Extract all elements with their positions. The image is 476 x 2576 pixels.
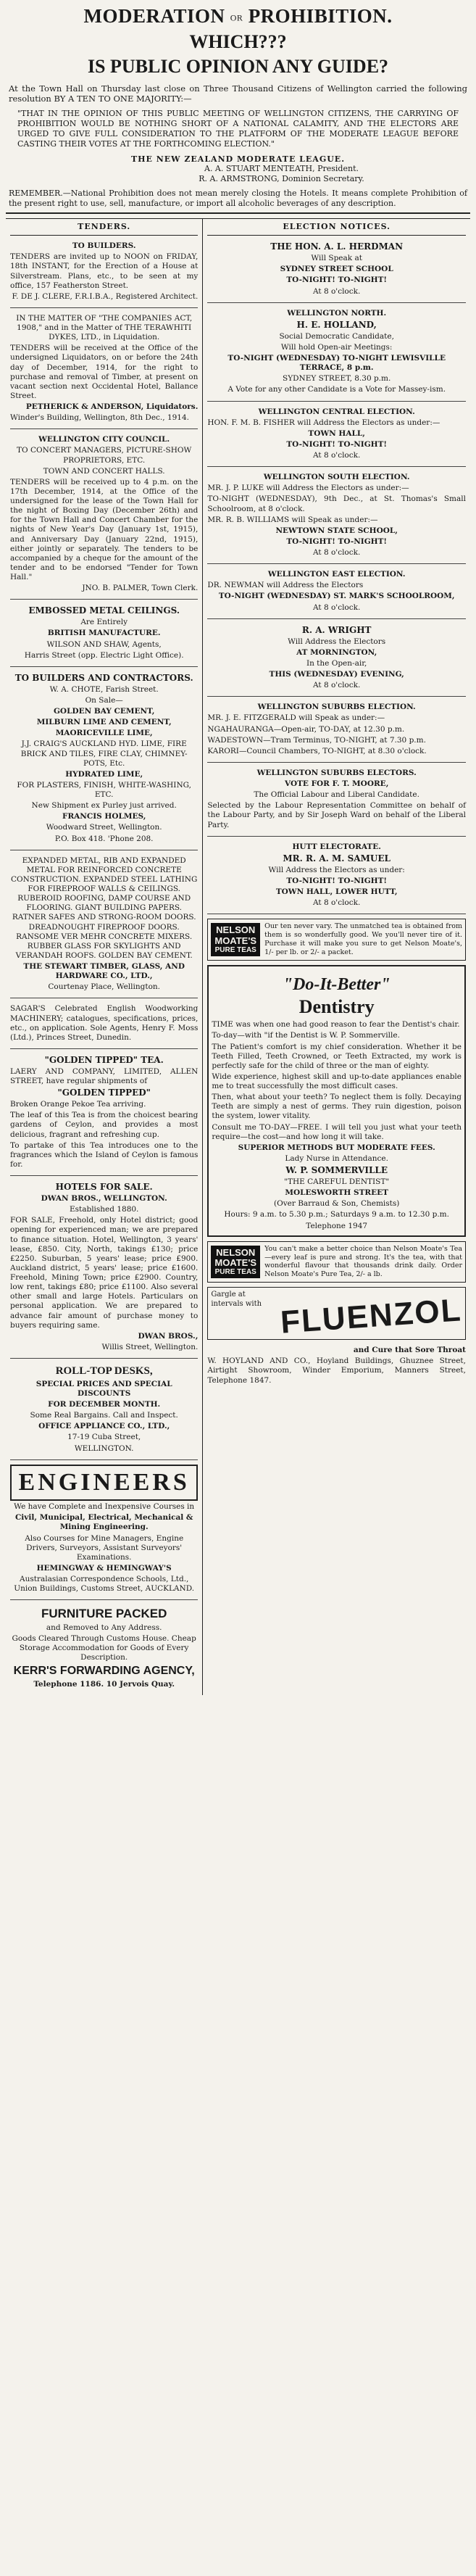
nelson-logo-word2: MOATE'S	[214, 935, 257, 946]
wright-line4: THIS (WEDNESDAY) EVENING,	[269, 670, 404, 679]
we-line2: At 8 o'clock.	[313, 602, 361, 612]
gt-line1: LAERY AND COMPANY, LIMITED, ALLEN STREET, have regular shipments of	[10, 1067, 199, 1086]
wellington-south-notice	[207, 467, 466, 564]
gt-heading: "GOLDEN TIPPED" TEA.	[44, 1054, 164, 1065]
herdman-notice	[207, 236, 466, 303]
city-council-sub: TO CONCERT MANAGERS, PICTURE-SHOW PROPRIETORS, ETC.	[17, 446, 192, 465]
gt-line5: To partake of this Tea introduces one to the fragrances which the Island of Ceylon is famous for.	[10, 1140, 199, 1169]
fluenzol-line3: W. HOYLAND AND CO., Hoyland Buildings, Ghuznee Street, Airtight Showroom, Winder Emporium, Manners Street, Telephone 1847.	[207, 1357, 466, 1385]
roll-line1: SPECIAL PRICES AND SPECIAL DISCOUNTS	[36, 1379, 172, 1398]
nelson-logo-word3: PURE TEAS	[214, 945, 256, 954]
tender-terawhiti-dykes	[10, 308, 198, 429]
fluenzol-left	[211, 1291, 276, 1336]
wn-line3: TO-NIGHT (WEDNESDAY) TO-NIGHT LEWISVILLE TERRACE, 8 p.m.	[227, 354, 446, 373]
expanded-metal-sig2: Courtenay Place, Wellington.	[48, 982, 161, 992]
herdman-line3: TO-NIGHT! TO-NIGHT!	[286, 276, 388, 285]
ws-heading: WELLINGTON SOUTH ELECTION.	[263, 473, 410, 482]
gt-line4: The leaf of this Tea is from the choicest bearing gardens of Ceylon, and provides a most delicious, fragrant and refreshing cup.	[10, 1111, 199, 1139]
wright-line5: At 8 o'clock.	[313, 681, 361, 690]
bc-line2: On Sale—	[85, 695, 123, 705]
bc-line4: MILBURN LIME AND CEMENT,	[36, 718, 172, 727]
terawhiti-text: TENDERS will be received at the Office of the undersigned Liquidators, on or before the 24th day of December, 1914, for the right to purchase and removal of Timber, at present on vacant section next Occidental Hotel, Ballance Street.	[10, 344, 199, 400]
bc-line12: P.O. Box 418. 'Phone 208.	[54, 834, 154, 843]
engineers-heading: ENGINEERS	[10, 1465, 198, 1502]
fluenzol-line2: and Cure that Sore Throat	[353, 1346, 466, 1355]
embossed-line3: WILSON AND SHAW, Agents,	[46, 639, 162, 649]
wsub-line2: WADESTOWN—Tram Terminus, TO-NIGHT, at 7.30 p.m.	[207, 735, 426, 745]
right-column	[203, 219, 470, 1695]
terawhiti-matter: IN THE MATTER OF "THE COMPANIES ACT, 1908," and in the Matter of THE TERAWHITI DYKES, LTD., in Liquidation.	[16, 313, 193, 342]
bc-line1: W. A. CHOTE, Farish Street.	[49, 684, 159, 694]
election-notices-heading: ELECTION NOTICES.	[207, 219, 466, 236]
city-council-sub2: TOWN AND CONCERT HALLS.	[43, 466, 165, 476]
sagar-machinery-ad	[10, 998, 198, 1049]
moore-line2: The Official Labour and Liberal Candidate.	[254, 790, 419, 800]
nelson-moate-logo-1	[211, 923, 260, 956]
eng-line1: We have Complete and Inexpensive Courses in	[14, 1502, 195, 1512]
expanded-metal-ad	[10, 850, 198, 999]
ws-name: MR. J. P. LUKE will Address the Electors as under:—	[207, 484, 409, 493]
hutt-line2: TO-NIGHT! TO-NIGHT!	[286, 876, 388, 885]
wc-name: HON. F. M. B. FISHER will Address the Electors as under:—	[207, 418, 440, 427]
wellington-north-notice	[207, 303, 466, 402]
herdman-line2: SYDNEY STREET SCHOOL	[280, 265, 393, 274]
furniture-line1: and Removed to Any Address.	[46, 1623, 162, 1632]
sagar-text: SAGAR'S Celebrated English Woodworking MACHINERY; catalogues, specifications, prices, etc., on application. Sole Agents, Henry F. Moss (Ltd.), Princes Street, Dunedin.	[10, 1004, 199, 1042]
hotels-sig2: Willis Street, Wellington.	[101, 1342, 199, 1351]
wn-heading: WELLINGTON NORTH.	[287, 308, 387, 318]
herdman-line4: At 8 o'clock.	[313, 286, 361, 296]
embossed-heading: EMBOSSED METAL CEILINGS.	[28, 605, 180, 616]
terawhiti-signature: PETHERICK & ANDERSON, Liquidators.	[25, 402, 199, 412]
headline-public-opinion: IS PUBLIC OPINION ANY GUIDE?	[87, 56, 389, 78]
embossed-line2: BRITISH MANUFACTURE.	[47, 629, 161, 638]
dentistry-line8: Lady Nurse in Attendance.	[285, 1154, 388, 1163]
we-name: DR. NEWMAN will Address the Electors	[207, 581, 364, 590]
hotels-established: Established 1880.	[69, 1205, 139, 1214]
nelson-moate-ad-1	[207, 919, 466, 961]
moore-notice	[207, 763, 466, 837]
roll-line4: OFFICE APPLIANCE CO., LTD.,	[38, 1422, 170, 1431]
golden-tipped-tea-ad	[10, 1049, 198, 1176]
bc-heading: TO BUILDERS AND CONTRACTORS.	[14, 672, 193, 683]
furniture-ad	[10, 1600, 198, 1695]
moderation-advertisement	[6, 4, 470, 214]
bc-line8: FOR PLASTERS, FINISH, WHITE-WASHING, ETC.	[17, 780, 191, 800]
league-name: THE NEW ZEALAND MODERATE LEAGUE.	[130, 154, 346, 164]
eng-sig1: HEMINGWAY & HEMINGWAY'S	[36, 1563, 172, 1573]
moore-line3: Selected by the Labour Representation Committee on behalf of the Labour Party, and by Sir Joseph Ward on behalf of the Liberal Party.	[207, 801, 466, 829]
wc-heading: WELLINGTON CENTRAL ELECTION.	[258, 407, 415, 416]
roll-line6: WELLINGTON.	[74, 1444, 134, 1453]
moore-heading: WELLINGTON SUBURBS ELECTORS.	[256, 768, 417, 777]
dentistry-line2: To-day—with "if the Dentist is W. P. Sommerville.	[212, 1031, 400, 1040]
terawhiti-address: Winder's Building, Wellington, 8th Dec., 1914.	[10, 413, 190, 423]
dentistry-name: W. P. SOMMERVILLE	[285, 1165, 388, 1176]
wn-line4: SYDNEY STREET, 8.30 p.m.	[283, 374, 391, 384]
headline-moderation	[6, 4, 470, 29]
headline-which: WHICH???	[189, 30, 287, 52]
fluenzol-ad	[207, 1287, 466, 1340]
dentistry-title2: Dentistry	[298, 995, 375, 1017]
hotels-firm: DWAN BROS., WELLINGTON.	[41, 1194, 167, 1204]
kerr-line1: Telephone 1186. 10 Jervois Quay.	[33, 1680, 175, 1689]
dentistry-location: (Over Barraud & Son, Chemists)	[274, 1199, 400, 1209]
dentistry-ad	[207, 965, 466, 1237]
hutt-heading: HUTT ELECTORATE.	[292, 842, 381, 851]
herdman-line1: Will Speak at	[311, 254, 362, 263]
ws-name2: MR. R. B. WILLIAMS will Speak as under:—	[207, 515, 378, 524]
nelson2-logo-word1: NELSON	[216, 1246, 256, 1258]
nelson2-logo-word2: MOATE'S	[214, 1256, 257, 1268]
tender-house-text: TENDERS are invited up to NOON on FRIDAY, 18th INSTANT, for the Erection of a House at Silverstream. Plans, etc., to be seen at my office, 157 Featherston Street.	[10, 252, 199, 290]
engineers-ad	[10, 1460, 198, 1601]
dentistry-tagline: "THE CAREFUL DENTIST"	[284, 1177, 390, 1187]
hutt-line3: TOWN HALL, LOWER HUTT,	[275, 887, 398, 897]
wn-line5: A Vote for any other Candidate is a Vote for Massey-ism.	[227, 385, 446, 394]
eng-line3: Also Courses for Mine Managers, Engine Drivers, Surveyors, Assistant Surveyors' Examinations.	[25, 1533, 184, 1562]
dentistry-line7: SUPERIOR METHODS BUT MODERATE FEES.	[238, 1143, 435, 1152]
eng-line2: Civil, Municipal, Electrical, Mechanical & Mining Engineering.	[14, 1513, 193, 1532]
roll-line2: FOR DECEMBER MONTH.	[48, 1400, 161, 1409]
herdman-name: THE HON. A. L. HERDMAN	[270, 241, 404, 252]
tender-house-silverstream	[10, 236, 198, 308]
wsub-name: MR. J. E. FITZGERALD will Speak as under:—	[207, 713, 385, 723]
hotels-for-sale-ad	[10, 1176, 198, 1359]
bc-line7: HYDRATED LIME,	[65, 769, 143, 779]
wn-name: H. E. HOLLAND,	[296, 319, 377, 330]
wsub-heading: WELLINGTON SUBURBS ELECTION.	[257, 703, 416, 712]
wright-line2: AT MORNINGTON,	[296, 647, 377, 657]
signature-president: A. A. STUART MENTEATH, President.	[204, 164, 359, 174]
wc-line2: TO-NIGHT! TO-NIGHT!	[286, 439, 388, 449]
wright-line1: Will Address the Electors	[288, 637, 386, 646]
tenders-heading: TENDERS.	[10, 219, 198, 236]
embossed-line1: Are Entirely	[80, 618, 128, 627]
wsub-line3: KARORI—Council Chambers, TO-NIGHT, at 8.30 o'clock.	[207, 746, 427, 755]
dentistry-street: MOLESWORTH STREET	[285, 1188, 388, 1198]
dentistry-line4: Wide experience, highest skill and up-to-date appliances enable me to treat successfully the most difficult cases.	[212, 1072, 462, 1091]
nelson-moate-ad-2	[207, 1241, 466, 1283]
roll-heading: ROLL-TOP DESKS,	[55, 1365, 153, 1378]
wsub-line1: NGAHAURANGA—Open-air, TO-DAY, at 12.30 p.m.	[207, 724, 405, 734]
nelson-moate-text-1: Our ten never vary. The unmatched tea is obtained from them is so wonderfully good. We you'll never tire of it. Purchase it will make you sure to get Nelson Moate's, 1/- per lb. or 2/- a packet.	[264, 922, 462, 956]
fluenzol-footer	[207, 1340, 466, 1391]
nelson-logo-word1: NELSON	[216, 924, 256, 936]
wellington-central-notice	[207, 402, 466, 468]
bc-line10: FRANCIS HOLMES,	[62, 812, 146, 821]
builders-contractors-ad	[10, 667, 198, 850]
remember-notice: REMEMBER.—National Prohibition does not mean merely closing the Hotels. It means complete Prohibition of the present right to use, sell, manufacture, or import all alcoholic beverages of any description.	[9, 188, 467, 208]
wc-line1: TOWN HALL,	[308, 428, 365, 438]
ws-line4: At 8 o'clock.	[313, 548, 361, 558]
moore-line1: VOTE FOR F. T. MOORE,	[285, 779, 389, 789]
expanded-metal-sig1: THE STEWART TIMBER, GLASS, AND HARDWARE CO., LTD.,	[23, 962, 185, 981]
bc-line3: GOLDEN BAY CEMENT,	[53, 707, 155, 716]
hutt-line1: Will Address the Electors as under:	[268, 865, 405, 874]
dentistry-line1: TIME was when one had good reason to fear the Dentist's chair.	[212, 1020, 460, 1030]
wellington-east-notice	[207, 564, 466, 619]
hutt-name: MR. R. A. M. SAMUEL	[283, 853, 391, 864]
headline-word-prohibition: PROHIBITION.	[248, 5, 393, 27]
dentistry-hours: Hours: 9 a.m. to 5.30 p.m.; Saturdays 9 a.m. to 12.30 p.m.	[224, 1210, 449, 1219]
gt-line2: "GOLDEN TIPPED"	[57, 1088, 151, 1098]
headline-word-moderation: MODERATION	[83, 5, 225, 27]
furniture-line2: Goods Cleared Through Customs House. Cheap Storage Accommodation for Goods of Every Description.	[12, 1633, 196, 1662]
bc-line9: New Shipment ex Purley just arrived.	[31, 801, 177, 811]
bc-line5: MAORICEVILLE LIME,	[55, 729, 153, 738]
dentistry-line5: Then, what about your teeth? To neglect them is folly. Decaying Teeth are simply a nest of germs. They ruin digestion, poison the system, lower vitality.	[212, 1093, 462, 1121]
city-council-text: TENDERS will be received up to 4 p.m. on the 17th December, 1914, at the Office of the undersigned for the lease of the Town Hall for the night of Boxing Day (December 26th) and for the Town Hall and Concert Chamber for the nights of New Year's Day (January 1st, 1915), and Anniversary Day (January 22nd, 1915), either jointly or separately. The tenders to be accompanied by a cheque for the amount of the tender and to be endorsed "Tender for Town Hall."	[10, 477, 199, 582]
bc-line11: Woodward Street, Wellington.	[46, 823, 162, 832]
roll-line5: 17-19 Cuba Street,	[67, 1433, 141, 1442]
roll-top-desks-ad	[10, 1359, 198, 1460]
fluenzol-line1: Gargle at intervals with	[211, 1291, 262, 1308]
wright-notice	[207, 619, 466, 697]
nelson-moate-text-2: You can't make a better choice than Nelson Moate's Tea—every leaf is pure and strong. It's the tea, with that wonderful flavour that thousands drink daily. Order Nelson Moate's Pure Tea, 2/- a lb.	[264, 1244, 462, 1279]
furniture-heading: FURNITURE PACKED	[41, 1607, 167, 1621]
nelson2-logo-word3: PURE TEAS	[214, 1268, 256, 1277]
wc-line3: At 8 o'clock.	[313, 451, 361, 460]
we-heading: WELLINGTON EAST ELECTION.	[267, 570, 406, 579]
nelson-moate-logo-2	[211, 1246, 260, 1279]
fluenzol-brand: FLUENZOL	[279, 1292, 464, 1341]
resolution-text: "THAT IN THE OPINION OF THIS PUBLIC MEETING OF WELLINGTON CITIZENS, THE CARRYING OF PROHIBITION WOULD BE NOTHING SHORT OF A NATIONAL CALAMITY, AND THE ELECTORS ARE URGED TO GIVE FULL CONSIDERATION TO THE PLATFORM OF THE MODERATE LEAGUE BEFORE CASTING THEIR VOTES AT THE FORTHCOMING ELECTION."	[17, 108, 459, 149]
two-column-body	[6, 218, 470, 1695]
bc-line6: J.J. CRAIG'S AUCKLAND HYD. LIME, FIRE BRICK AND TILES, FIRE CLAY, CHIMNEY-POTS, Etc.	[20, 740, 188, 768]
hutt-line4: At 8 o'clock.	[313, 898, 361, 908]
hutt-notice	[207, 837, 466, 915]
headline-word-or: OR	[230, 12, 243, 23]
tender-house-signature: F. DE J. CLERE, F.R.I.B.A., Registered Architect.	[12, 291, 199, 301]
roll-line3: Some Real Bargains. Call and Inspect.	[30, 1411, 178, 1420]
tender-city-council	[10, 429, 198, 600]
hotels-heading: HOTELS FOR SALE.	[55, 1182, 153, 1193]
ws-line1: TO-NIGHT (WEDNESDAY), 9th Dec., at St. Thomas's Small Schoolroom, at 8 o'clock.	[207, 494, 466, 513]
ws-line2: NEWTOWN STATE SCHOOL,	[275, 526, 398, 535]
city-council-heading: WELLINGTON CITY COUNCIL.	[38, 435, 170, 444]
hotels-body: FOR SALE, Freehold, only Hotel district; good opening for experienced man; we are prepared to finance situation. Hotel, Wellington, 3 years' lease, £850. City, North, takings £130; price £2250. Suburban, 5 years' lease; price £900. Auckland district, 5 years' lease; price £1600. Freehold, Mining Town; price £2900. Country, low rent, takings £80; price £1100. Also several other small and large Hotels. Particulars on personal application. We are prepared to advance fair amount of purchase money to buyers requiring same.	[10, 1216, 199, 1330]
dentistry-title1: "Do-It-Better"	[283, 974, 391, 994]
dentistry-phone: Telephone 1947	[306, 1221, 368, 1230]
left-column	[6, 219, 203, 1695]
intro-paragraph: At the Town Hall on Thursday last close on Three Thousand Citizens of Wellington carried the following resolution BY A TEN TO ONE MAJORITY:—	[9, 83, 467, 104]
embossed-line4: Harris Street (opp. Electric Light Office).	[24, 650, 184, 660]
wellington-suburbs-notice	[207, 697, 466, 763]
expanded-metal-text: EXPANDED METAL, RIB AND EXPANDED METAL FOR REINFORCED CONCRETE CONSTRUCTION. EXPANDED STEEL LATHING FOR FIREPROOF WALLS & CEILINGS. RUBEROID ROOFING, DAMP COURSE AND FLOORING. GIANT BUILDING PAPERS. RATNER SAFES AND STRONG-ROOM DOORS. DREADNOUGHT FIREPROOF DOORS. RANSOME VER MEHR CONCRETE MIXERS. RUBBER GLASS FOR SKYLIGHTS AND VERANDAH ROOFS. GOLDEN BAY CEMENT.	[11, 856, 198, 960]
signature-secretary: R. A. ARMSTRONG, Dominion Secretary.	[199, 174, 364, 184]
wn-line1: Social Democratic Candidate,	[279, 331, 394, 341]
embossed-ceilings-ad	[10, 600, 198, 667]
gt-line3: Broken Orange Pekoe Tea arriving.	[10, 1100, 146, 1109]
dentistry-line3: The Patient's comfort is my chief consideration. Whether it be Teeth Filled, Teeth Crowned, or Teeth Extracted, my work is perfectly safe for the child of three or the man of eighty.	[212, 1042, 462, 1070]
kerr-heading: KERR'S FORWARDING AGENCY,	[13, 1665, 195, 1678]
eng-sig2: Australasian Correspondence Schools, Ltd., Union Buildings, Customs Street, AUCKLAND.	[14, 1575, 195, 1594]
ws-line3: TO-NIGHT! TO-NIGHT!	[286, 537, 388, 546]
wright-line3: In the Open-air,	[306, 658, 367, 668]
hotels-sig1: DWAN BROS.,	[138, 1331, 199, 1341]
to-builders-heading: TO BUILDERS.	[72, 241, 136, 251]
wn-line2: Will hold Open-air Meetings:	[280, 342, 393, 352]
wright-name: R. A. WRIGHT	[301, 624, 372, 635]
city-council-signature: JNO. B. PALMER, Town Clerk.	[82, 584, 199, 593]
we-line1: TO-NIGHT (WEDNESDAY) ST. MARK'S SCHOOLROOM,	[218, 592, 455, 601]
dentistry-line6: Consult me TO-DAY—FREE. I will tell you just what your teeth require—the cost—and how long it will take.	[212, 1122, 462, 1141]
